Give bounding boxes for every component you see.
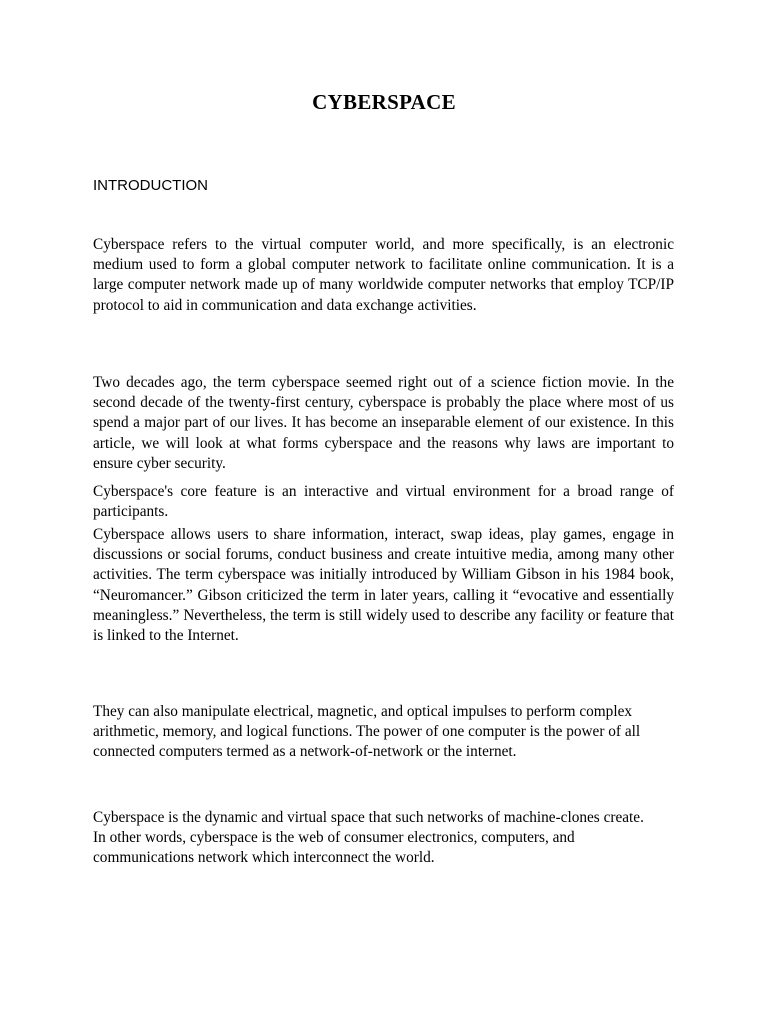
paragraph-history: Two decades ago, the term cyberspace seemed right out of a science fiction movie. In the second decade of the twenty-first century, cyberspace is probably the place where most of us spend a major part of our lives. It has become an inseparable element of our existence. In this article, we will look at what forms cyberspace and the reasons why laws are important to ensure cyber security. <box>93 374 674 472</box>
document-title: CYBERSPACE <box>312 90 456 114</box>
paragraph-core-feature: Cyberspace's core feature is an interactive and virtual environment for a broad range of participants. <box>93 483 674 521</box>
paragraph-definition: Cyberspace refers to the virtual computer world, and more specifically, is an electronic medium used to form a global computer network to facilitate online communication. It is a large computer network made up of many worldwide computer networks that employ TCP/IP protocol to aid in communication and data exchange activities. <box>93 236 674 314</box>
section-heading-introduction: INTRODUCTION <box>93 177 208 194</box>
paragraph-impulses: They can also manipulate electrical, magnetic, and optical impulses to perform complex arithmetic, memory, and logical functions. The power of one computer is the power of all connected computers termed as a network-of-network or the internet. <box>93 703 641 761</box>
paragraph-dynamic-space: Cyberspace is the dynamic and virtual space that such networks of machine-clones create. In other words, cyberspace is the web of consumer electronics, computers, and communications network which interconnect the world. <box>93 809 644 867</box>
paragraph-uses: Cyberspace allows users to share information, interact, swap ideas, play games, engage in discussions or social forums, conduct business and create intuitive media, among many other activities. The term cyberspace was initially introduced by William Gibson in his 1984 book, “Neuromancer.” Gibson criticized the term in later years, calling it “evocative and essentially meaningless.” Nevertheless, the term is still widely used to describe any facility or feature that is linked to the Internet. <box>93 526 674 645</box>
